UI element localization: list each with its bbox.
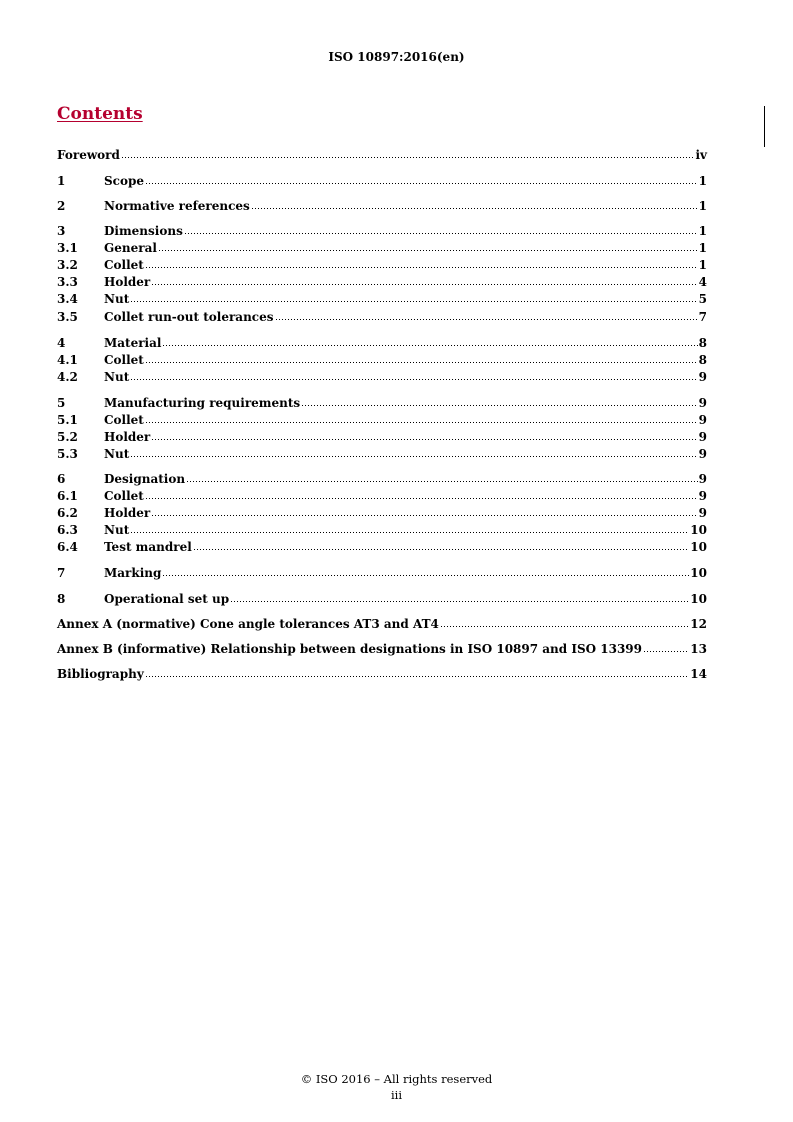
- toc-entry-page: 1: [698, 258, 707, 272]
- toc-leader-dots: [145, 266, 698, 269]
- toc-leader-dots: [162, 344, 697, 347]
- toc-entry-page: 9: [698, 506, 707, 520]
- toc-entry-page: 1: [698, 224, 707, 238]
- document-header: ISO 10897:2016(en): [328, 50, 465, 64]
- toc-entry-number: 6.2: [57, 506, 78, 520]
- toc-entry-title: Annex A (normative) Cone angle tolerances AT3 and AT4: [57, 617, 439, 631]
- toc-entry-page: 1: [698, 174, 707, 188]
- toc-leader-dots: [230, 600, 689, 603]
- toc-entry[interactable]: [57, 199, 707, 213]
- toc-entry-number: 3.5: [57, 310, 78, 324]
- toc-entry[interactable]: [57, 353, 707, 367]
- toc-entry[interactable]: [57, 258, 707, 272]
- toc-entry-page: 9: [698, 370, 707, 384]
- toc-entry-title: Nut: [104, 447, 130, 461]
- toc-entry-title: Designation: [104, 472, 186, 486]
- toc-leader-dots: [130, 531, 689, 534]
- toc-entry-page: 1: [698, 199, 707, 213]
- toc-entry-page: 1: [698, 241, 707, 255]
- toc-entry[interactable]: [57, 292, 707, 306]
- toc-entry-number: 7: [57, 566, 66, 580]
- toc-entry-page: 9: [698, 472, 707, 486]
- toc-leader-dots: [158, 249, 698, 252]
- toc-entry-title: Annex B (informative) Relationship between designations in ISO 10897 and ISO 13399: [57, 642, 642, 656]
- toc-entry[interactable]: [57, 566, 707, 580]
- toc-entry-number: 3.4: [57, 292, 78, 306]
- toc-entry-number: 5.2: [57, 430, 78, 444]
- toc-entry[interactable]: [57, 592, 707, 606]
- toc-entry-title: Operational set up: [104, 592, 230, 606]
- toc-entry[interactable]: [57, 667, 707, 681]
- toc-entry[interactable]: [57, 396, 707, 410]
- toc-entry-title: Foreword: [57, 148, 120, 162]
- toc-entry-title: Nut: [104, 292, 130, 306]
- toc-leader-dots: [251, 207, 698, 210]
- toc-entry-title: Test mandrel: [104, 540, 192, 554]
- toc-entry-page: 9: [698, 413, 707, 427]
- toc-entry-page: 14: [690, 667, 707, 681]
- toc-entry-page: 8: [698, 336, 707, 350]
- toc-entry-number: 5: [57, 396, 66, 410]
- toc-entry[interactable]: [57, 413, 707, 427]
- toc-entry-title: Holder: [104, 275, 151, 289]
- toc-entry-page: 5: [698, 292, 707, 306]
- contents-title: Contents: [57, 104, 143, 124]
- toc-entry[interactable]: [57, 336, 707, 350]
- toc-entry[interactable]: [57, 241, 707, 255]
- toc-leader-dots: [145, 421, 698, 424]
- toc-leader-dots: [184, 232, 698, 235]
- toc-entry[interactable]: [57, 540, 707, 554]
- toc-leader-dots: [186, 480, 698, 483]
- toc-leader-dots: [130, 378, 697, 381]
- toc-entry[interactable]: [57, 224, 707, 238]
- toc-entry-number: 2: [57, 199, 66, 213]
- toc-entry-page: 9: [698, 447, 707, 461]
- toc-entry-number: 4.2: [57, 370, 78, 384]
- toc-leader-dots: [130, 455, 697, 458]
- toc-entry-title: Material: [104, 336, 162, 350]
- toc-leader-dots: [121, 156, 695, 159]
- toc-leader-dots: [145, 182, 698, 185]
- toc-entry-title: Collet: [104, 413, 144, 427]
- toc-leader-dots: [145, 497, 698, 500]
- footer-copyright: © ISO 2016 – All rights reserved: [300, 1072, 493, 1086]
- toc-leader-dots: [151, 514, 697, 517]
- toc-entry-number: 3.1: [57, 241, 78, 255]
- toc-entry-title: Nut: [104, 523, 130, 537]
- toc-entry-page: 9: [698, 396, 707, 410]
- toc-entry[interactable]: [57, 447, 707, 461]
- toc-entry-number: 3.2: [57, 258, 78, 272]
- toc-entry-title: Marking: [104, 566, 162, 580]
- toc-entry-number: 6: [57, 472, 66, 486]
- toc-entry-page: 10: [690, 566, 707, 580]
- toc-entry[interactable]: [57, 148, 707, 162]
- toc-entry-title: Scope: [104, 174, 145, 188]
- toc-entry[interactable]: [57, 472, 707, 486]
- toc-entry-number: 8: [57, 592, 66, 606]
- toc-entry-number: 5.1: [57, 413, 78, 427]
- toc-leader-dots: [440, 625, 689, 628]
- toc-entry-title: Collet: [104, 258, 144, 272]
- toc-entry-page: 12: [690, 617, 707, 631]
- toc-entry-number: 5.3: [57, 447, 78, 461]
- toc-leader-dots: [275, 318, 698, 321]
- toc-entry-title: Collet: [104, 353, 144, 367]
- toc-entry-number: 3: [57, 224, 66, 238]
- toc-entry-title: Holder: [104, 430, 151, 444]
- toc-entry-page: 10: [690, 540, 707, 554]
- toc-leader-dots: [193, 548, 690, 551]
- toc-entry[interactable]: [57, 370, 707, 384]
- toc-entry-number: 4: [57, 336, 66, 350]
- toc-entry-number: 6.1: [57, 489, 78, 503]
- change-bar: [764, 106, 765, 147]
- toc-leader-dots: [151, 438, 697, 441]
- toc-entry-title: Normative references: [104, 199, 250, 213]
- toc-entry[interactable]: [57, 310, 707, 324]
- toc-leader-dots: [145, 361, 698, 364]
- toc-entry[interactable]: [57, 642, 707, 656]
- toc-entry-title: Collet: [104, 489, 144, 503]
- toc-entry-title: Nut: [104, 370, 130, 384]
- toc-entry-title: Manufacturing requirements: [104, 396, 301, 410]
- toc-entry-page: 13: [690, 642, 707, 656]
- toc-entry-title: Holder: [104, 506, 151, 520]
- toc-entry-title: Dimensions: [104, 224, 183, 238]
- toc-entry[interactable]: [57, 506, 707, 520]
- toc-entry-number: 6.3: [57, 523, 78, 537]
- toc-entry-page: 9: [698, 489, 707, 503]
- toc-entry[interactable]: [57, 489, 707, 503]
- toc-entry-page: 10: [690, 592, 707, 606]
- toc-leader-dots: [301, 404, 698, 407]
- toc-entry-number: 4.1: [57, 353, 78, 367]
- toc-entry-page: 9: [698, 430, 707, 444]
- toc-entry-page: 4: [698, 275, 707, 289]
- toc-entry-title: Collet run-out tolerances: [104, 310, 274, 324]
- toc-entry[interactable]: [57, 617, 707, 631]
- toc-entry-number: 3.3: [57, 275, 78, 289]
- toc-entry[interactable]: [57, 275, 707, 289]
- toc-entry[interactable]: [57, 523, 707, 537]
- toc-entry-page: 7: [698, 310, 707, 324]
- toc-entry[interactable]: [57, 174, 707, 188]
- toc-entry[interactable]: [57, 430, 707, 444]
- toc-entry-title: Bibliography: [57, 667, 144, 681]
- toc-leader-dots: [162, 574, 689, 577]
- toc-leader-dots: [151, 283, 697, 286]
- toc-entry-page: 10: [690, 523, 707, 537]
- toc-entry-number: 6.4: [57, 540, 78, 554]
- toc-entry-number: 1: [57, 174, 66, 188]
- toc-entry-title: General: [104, 241, 157, 255]
- toc-leader-dots: [643, 650, 689, 653]
- toc-leader-dots: [130, 300, 697, 303]
- toc-leader-dots: [145, 675, 690, 678]
- toc-entry-page: 8: [698, 353, 707, 367]
- toc-entry-page: iv: [695, 148, 707, 162]
- footer-page-number: iii: [390, 1088, 403, 1102]
